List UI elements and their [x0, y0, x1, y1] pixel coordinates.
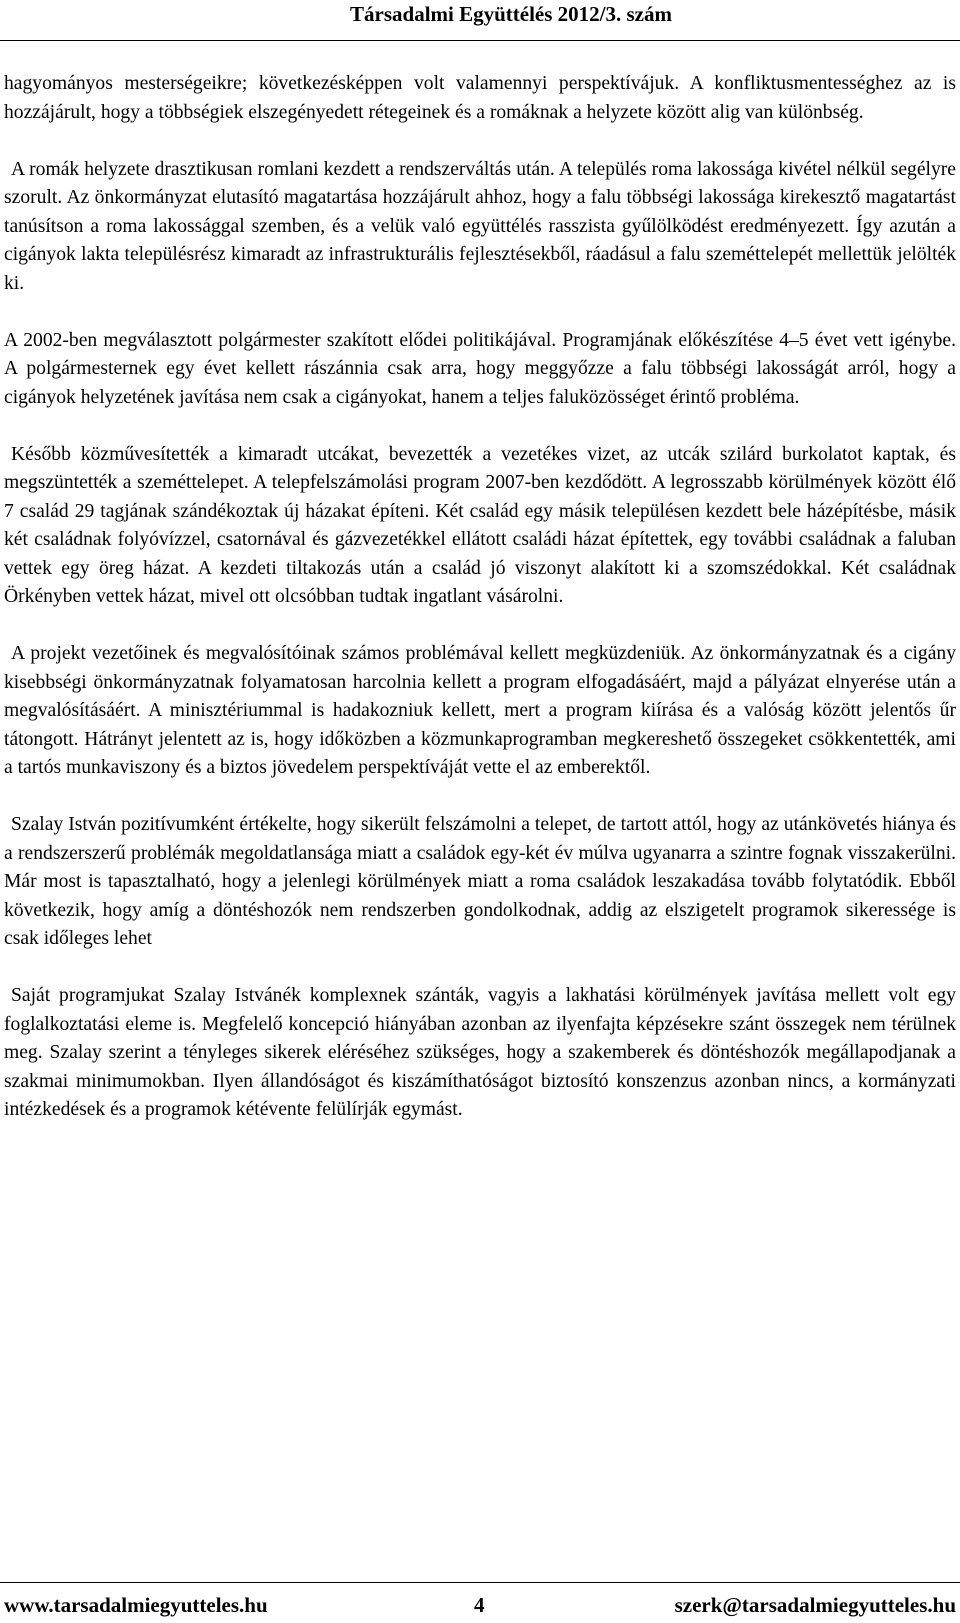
footer-email: szerk@tarsadalmiegyutteles.hu [674, 1593, 956, 1617]
paragraph-3: A 2002-ben megválasztott polgármester szakított elődei politikájával. Programjának előkészítése 4–5 évet vett igénybe. A polgármesternek egy évet kellett rászánnia csak arra, hogy meggyőzze a falu többségi lakosságát arról, hogy a cigányok helyzetének javítása nem csak a cigányokat, hanem a teljes faluközösséget érintő probléma. [4, 329, 956, 408]
footer-website: www.tarsadalmiegyutteles.hu [4, 1593, 268, 1617]
paragraph-1: hagyományos mesterségeikre; következésképpen volt valamennyi perspektívájuk. A konfliktusmentességhez az is hozzájárult, hogy a többségiek elszegényedett rétegeinek és a romáknak a helyzete között alig van különbség. [4, 73, 956, 123]
article-body [4, 70, 956, 1153]
paragraph-5: A projekt vezetőinek és megvalósítóinak számos problémával kellett megküzdeniük. Az önkormányzatnak és a cigány kisebbségi önkormányzatnak folyamatosan harcolnia kellett a program elfogadásáért, majd a pályázat elnyerése után a megvalósításáért. A minisztériummal is hadakozniuk kellett, mert a program kiírása és a valóság között jelentős űr tátongott. Hátrányt jelentett az is, hogy időközben a közmunkaprogramban megkereshető összegeket csökkentették, ami a tartós munkaviszony és a biztos jövedelem perspektíváját vette el az emberektől. [4, 643, 956, 778]
journal-title: Társadalmi Együttélés 2012/3. szám [350, 2, 672, 26]
paragraph-2: A romák helyzete drasztikusan romlani kezdett a rendszerváltás után. A település roma lakossága kivétel nélkül segélyre szorult. Az önkormányzat elutasító magatartása hozzájárult ahhoz, hogy a falu többségi lakossága kirekesztő magatartást tanúsítson a roma lakossággal szemben, és a velük való együttélés rasszista gyűlölködést eredményezett. Így azután a cigányok lakta településrész kimaradt az infrastrukturális fejlesztésekből, ráadásul a falu szeméttelepét mellettük jelölték ki. [4, 158, 956, 294]
paragraph-7: Saját programjukat Szalay Istvánék komplexnek szánták, vagyis a lakhatási körülmények javítása mellett volt egy foglalkoztatási eleme is. Megfelelő koncepció hiányában azonban az ilyenfajta képzésekre szánt összegek nem térülnek meg. Szalay szerint a tényleges sikerek eléréséhez szükséges, hogy a szakemberek és döntéshozók megállapodjanak a szakmai minimumokban. Ilyen állandóságot és kiszámíthatóságot biztosító konszenzus azonban nincs, a kormányzati intézkedések és a programok kétévente felülírják egymást. [4, 985, 956, 1120]
page-header [0, 0, 960, 41]
page-footer [0, 1582, 960, 1623]
paragraph-6: Szalay István pozitívumként értékelte, hogy sikerült felszámolni a telepet, de tartott attól, hogy az utánkövetés hiánya és a rendszerszerű problémák megoldatlansága miatt a családok egy-két év múlva ugyanarra a szintre fognak visszakerülni. Már most is tapasztalható, hogy a jelenlegi körülmények miatt a roma családok leszakadása tovább folytatódik. Ebből következik, hogy amíg a döntéshozók nem rendszerben gondolkodnak, addig az elszigetelt programok sikeressége is csak időleges lehet [4, 814, 956, 949]
paragraph-4: Később közművesítették a kimaradt utcákat, bevezették a vezetékes vizet, az utcák szilárd burkolatot kaptak, és megszüntették a szeméttelepet. A telepfelszámolási program 2007-ben kezdődött. A legrosszabb körülmények között élő 7 család 29 tagjának szándékoztak új házakat építeni. Két család egy másik településen kezdett bele házépítésbe, másik két családnak folyóvízzel, csatornával és gázvezetékkel ellátott családi házat építettek, egy további családnak a faluban vettek egy öreg házat. A kezdeti tiltakozás után a család jó viszonyt alakított ki a szomszédokkal. Két családnak Örkényben vettek házat, mivel ott olcsóbban tudtak ingatlant vásárolni. [4, 443, 956, 607]
page-number: 4 [474, 1593, 485, 1617]
